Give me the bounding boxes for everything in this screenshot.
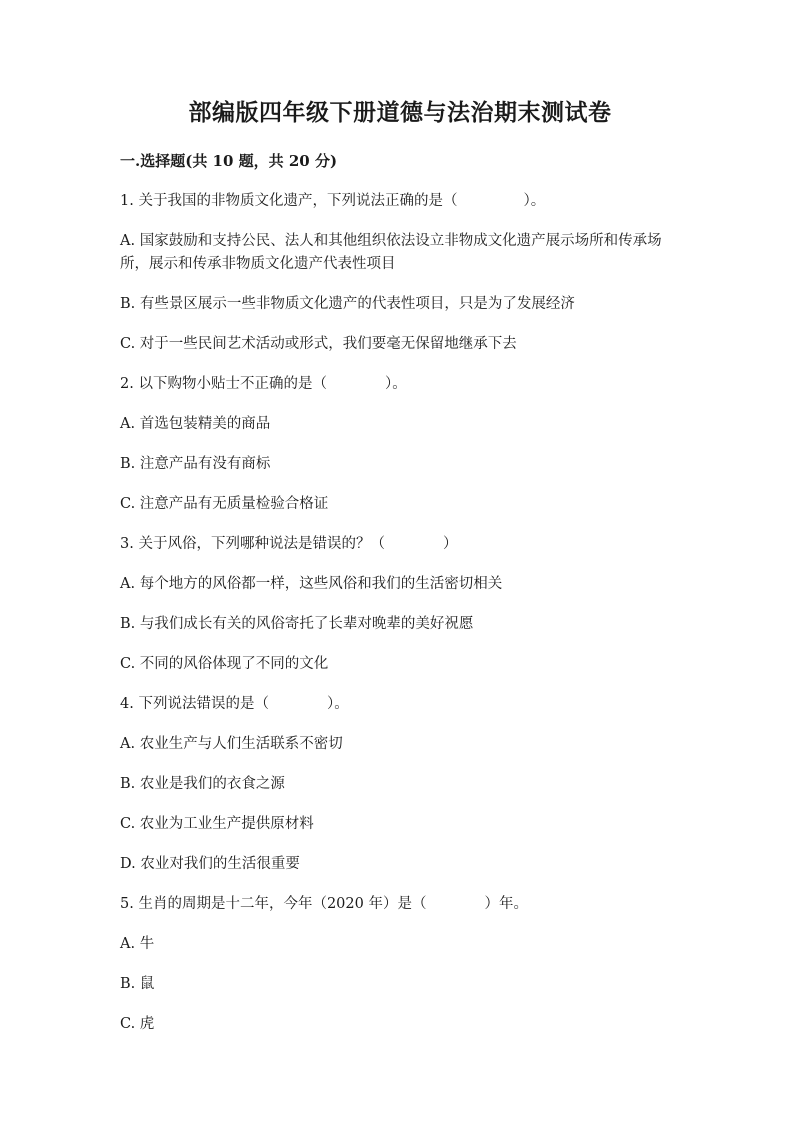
option-item: B. 与我们成长有关的风俗寄托了长辈对晚辈的美好祝愿 bbox=[120, 616, 474, 632]
option-item: B. 注意产品有没有商标 bbox=[120, 456, 271, 472]
question-stem bbox=[120, 893, 680, 915]
stem-text: 1. 关于我国的非物质文化遗产，下列说法正确的是（ bbox=[120, 193, 458, 209]
page-title: 部编版四年级下册道德与法治期末测试卷 bbox=[188, 99, 612, 126]
stem-text: 3. 关于风俗，下列哪种说法是错误的？（ bbox=[120, 536, 385, 552]
stem-text-end: ）年。 bbox=[484, 896, 528, 912]
stem-text: 2. 以下购物小贴士不正确的是（ bbox=[120, 376, 327, 392]
stem-text: 4. 下列说法错误的是（ bbox=[120, 696, 269, 712]
question-stem bbox=[120, 693, 680, 715]
option-item: A. 首选包装精美的商品 bbox=[120, 416, 271, 432]
question-list bbox=[120, 190, 680, 1053]
option-item: D. 农业对我们的生活很重要 bbox=[120, 856, 300, 872]
stem-text-end: ）。 bbox=[384, 376, 407, 392]
option-item: A. 国家鼓励和支持公民、法人和其他组织依法设立非物成文化遗产展示场所和传承场所，展示和传承非物质文化遗产代表性项目 bbox=[120, 233, 662, 272]
option-item: B. 农业是我们的衣食之源 bbox=[120, 776, 285, 792]
option-item: C. 农业为工业生产提供原材料 bbox=[120, 816, 314, 832]
section-heading: 一.选择题(共 10 题，共 20 分) bbox=[120, 152, 338, 170]
option-item: C. 虎 bbox=[120, 1016, 155, 1032]
stem-text-end: ）。 bbox=[326, 696, 349, 712]
option-item: B. 有些景区展示一些非物质文化遗产的代表性项目，只是为了发展经济 bbox=[120, 296, 575, 312]
option-item: B. 鼠 bbox=[120, 976, 155, 992]
stem-text: 5. 生肖的周期是十二年，今年（2020 年）是（ bbox=[120, 896, 427, 912]
option-item: A. 每个地方的风俗都一样，这些风俗和我们的生活密切相关 bbox=[120, 576, 503, 592]
option-item: A. 牛 bbox=[120, 936, 155, 952]
option-item: A. 农业生产与人们生活联系不密切 bbox=[120, 736, 343, 752]
question-stem bbox=[120, 373, 680, 395]
option-item: C. 对于一些民间艺术活动或形式，我们要毫无保留地继承下去 bbox=[120, 336, 517, 352]
stem-text-end: ）。 bbox=[523, 193, 546, 209]
option-item: C. 不同的风俗体现了不同的文化 bbox=[120, 656, 329, 672]
stem-text-end: ） bbox=[442, 536, 458, 552]
question-stem bbox=[120, 533, 680, 555]
option-item: C. 注意产品有无质量检验合格证 bbox=[120, 496, 329, 512]
question-stem bbox=[120, 190, 680, 212]
